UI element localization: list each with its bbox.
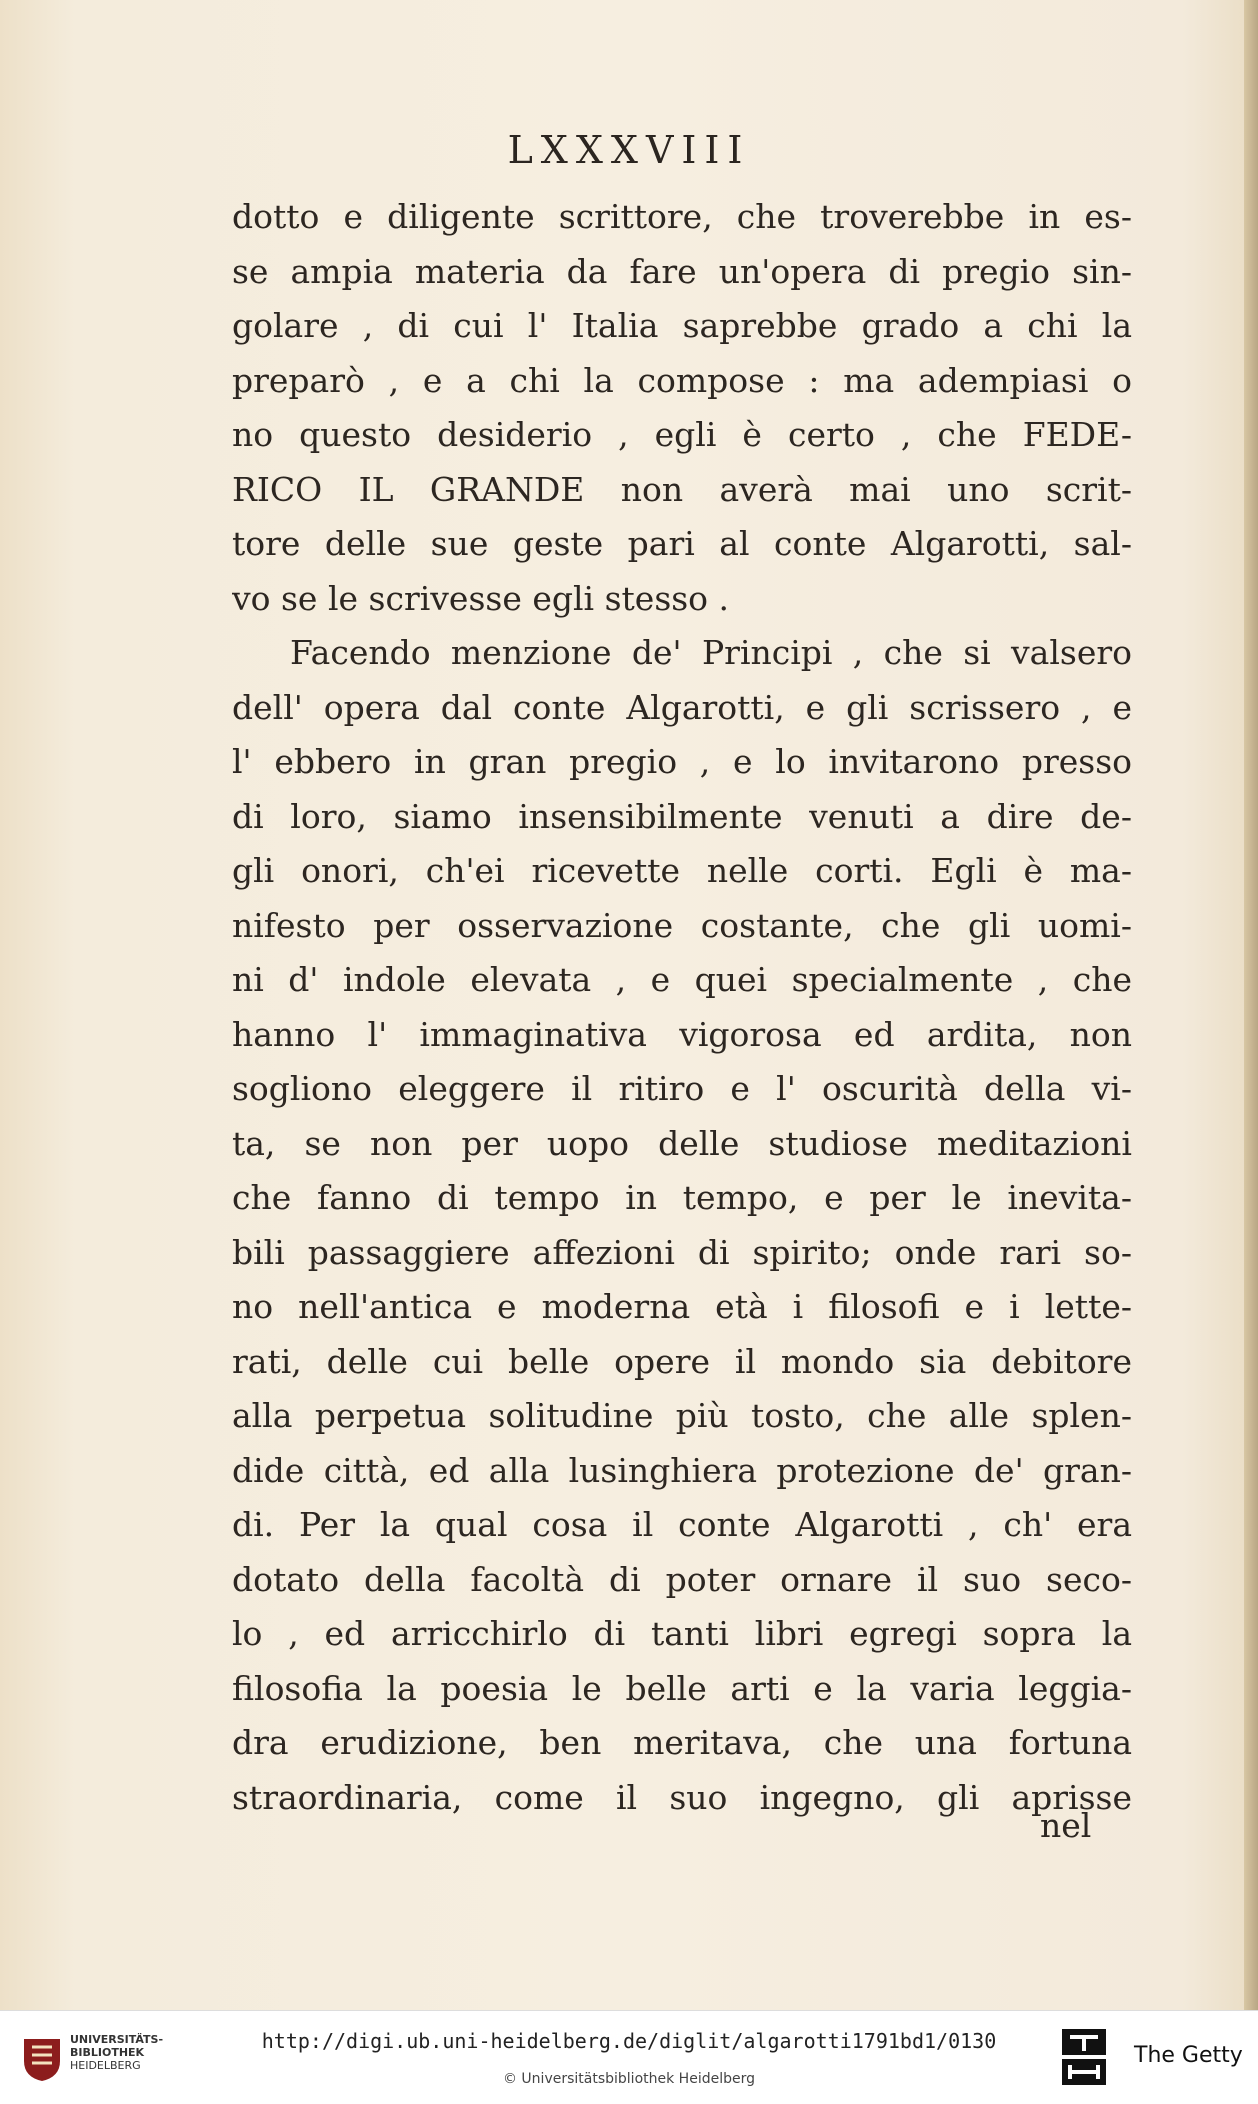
copyright-notice: © Universitätsbibliothek Heidelberg [502, 2071, 755, 2087]
text-line: alla perpetua solitudine più tosto, che alle splen- [232, 1396, 1132, 1435]
text-line: filosofia la poesia le belle arti e la varia leggia- [232, 1668, 1132, 1708]
text-line: dell' opera dal conte Algarotti, e gli scrissero , e [232, 687, 1132, 727]
text-line: che fanno di tempo in tempo, e per le inevita- [232, 1178, 1132, 1217]
text-line: di loro, siamo insensibilmente venuti a dire de- [232, 796, 1132, 836]
text-line: gli onori, ch'ei ricevette nelle corti. Egli è ma- [232, 851, 1132, 890]
footer-bar [0, 2010, 1258, 2104]
text-line: nifesto per osservazione costante, che gli uomi- [232, 905, 1132, 945]
getty-name: The Getty [1134, 2043, 1243, 2068]
text-line: di. Per la qual cosa il conte Algarotti , ch' era [232, 1505, 1132, 1544]
text-line: bili passaggiere affezioni di spirito; onde rari so- [232, 1232, 1132, 1272]
text-line: se ampia materia da fare un'opera di pregio sin- [232, 251, 1132, 291]
text-line: vo se le scrivesse egli stesso . [232, 578, 730, 618]
text-line: hanno l' immaginativa vigorosa ed ardita, non [232, 1014, 1132, 1054]
catchword: nel [1040, 1806, 1092, 1845]
text-line: l' ebbero in gran pregio , e lo invitarono presso [232, 742, 1132, 781]
text-line: preparò , e a chi la compose : ma adempiasi o [232, 360, 1132, 400]
text-line: ta, se non per uopo delle studiose meditazioni [232, 1123, 1132, 1163]
getty-logo-icon [1060, 2027, 1108, 2089]
institution-line: UNIVERSITÄTS- [70, 2033, 164, 2046]
text-line: golare , di cui l' Italia saprebbe grado a chi la [232, 306, 1132, 345]
text-line: Facendo menzione de' Principi , che si valsero [290, 633, 1132, 672]
institution-line: HEIDELBERG [70, 2059, 141, 2072]
page-header: LXXXVIII [507, 128, 751, 172]
text-line: no questo desiderio , egli è certo , che FEDE- [232, 415, 1132, 454]
text-line: lo , ed arricchirlo di tanti libri egregi sopra la [232, 1614, 1132, 1653]
text-line: no nell'antica e moderna età i filosofi e i lette- [232, 1287, 1132, 1326]
text-line: RICO IL GRANDE non averà mai uno scrit- [232, 469, 1132, 509]
page-edge [1244, 0, 1258, 2010]
text-line: rati, delle cui belle opere il mondo sia debitore [232, 1341, 1132, 1381]
text-line: sogliono eleggere il ritiro e l' oscurità della vi- [232, 1069, 1132, 1108]
text-line: straordinaria, come il suo ingegno, gli aprisse [232, 1777, 1132, 1817]
body-text [232, 190, 1132, 1825]
text-line: dotato della facoltà di poter ornare il suo seco- [232, 1559, 1132, 1599]
source-url-link[interactable]: http://digi.ub.uni-heidelberg.de/diglit/algarotti1791bd1/0130 [261, 2029, 997, 2053]
text-line: ni d' indole elevata , e quei specialmente , che [232, 960, 1132, 999]
text-line: dotto e diligente scrittore, che troverebbe in es- [232, 197, 1132, 236]
text-line: dra erudizione, ben meritava, che una fortuna [232, 1723, 1132, 1762]
institution-line: BIBLIOTHEK [70, 2046, 145, 2059]
text-line: dide città, ed alla lusinghiera protezione de' gran- [232, 1450, 1132, 1490]
text-line: tore delle sue geste pari al conte Algarotti, sal- [232, 524, 1132, 563]
